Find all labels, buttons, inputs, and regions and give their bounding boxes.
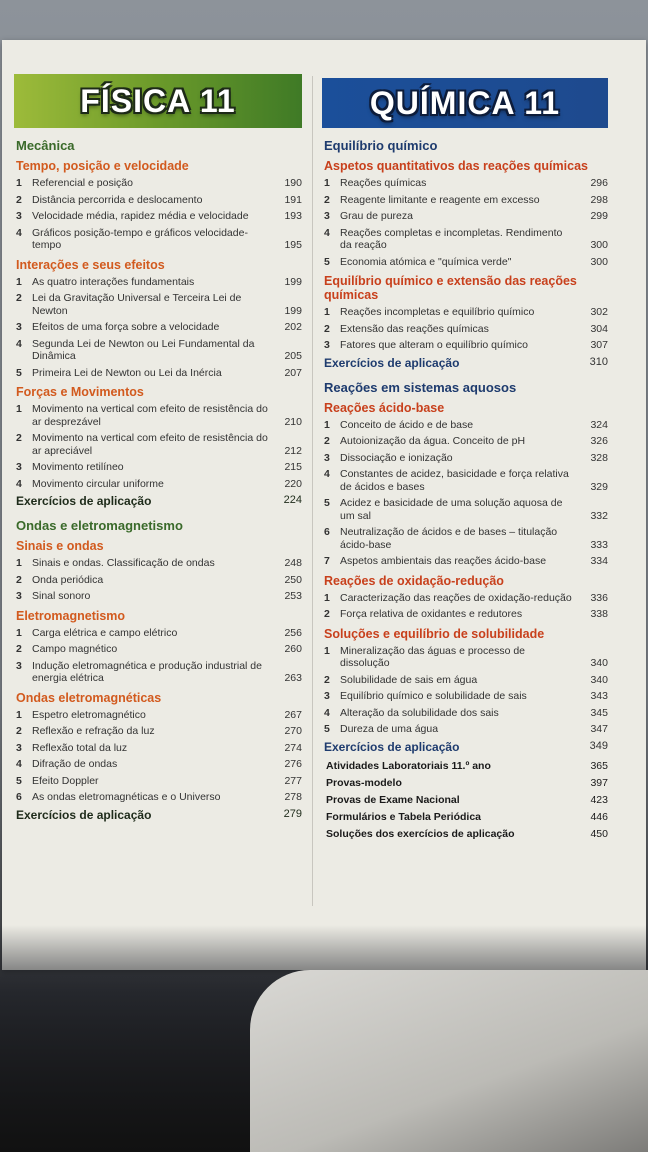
subsection-title: Forças e Movimentos bbox=[16, 385, 144, 399]
entry-number: 3 bbox=[16, 321, 22, 333]
entry-title: Mineralização das águas e processo de dissolução bbox=[340, 644, 526, 669]
toc-entry bbox=[324, 645, 608, 670]
entry-page: 336 bbox=[590, 591, 608, 604]
entry-page: 260 bbox=[284, 643, 302, 655]
toc-entry bbox=[16, 432, 302, 457]
subsection-title: Sinais e ondas bbox=[16, 539, 104, 553]
entry-page: 328 bbox=[590, 451, 608, 464]
toc-entry bbox=[324, 339, 608, 352]
exercises-entry bbox=[16, 808, 302, 822]
entry-title: Reações químicas bbox=[340, 177, 427, 189]
appendix-entry bbox=[326, 828, 608, 840]
entry-number: 1 bbox=[16, 403, 22, 415]
entry-page: 190 bbox=[284, 177, 302, 189]
entry-title: Movimento circular uniforme bbox=[32, 477, 164, 490]
subsection-title: Reações de oxidação-redução bbox=[324, 573, 504, 588]
entry-page: 302 bbox=[590, 306, 608, 318]
entry-number: 3 bbox=[16, 210, 22, 222]
entry-title: Efeitos de uma força sobre a velocidade bbox=[32, 321, 220, 333]
entry-title: Carga elétrica e campo elétrico bbox=[32, 626, 178, 639]
toc-entry bbox=[16, 227, 302, 252]
entry-number: 5 bbox=[324, 723, 330, 735]
entry-number: 3 bbox=[16, 590, 22, 602]
entry-title: Caracterização das reações de oxidação-redução bbox=[340, 591, 572, 604]
entry-page: 256 bbox=[284, 626, 302, 639]
entry-number: 1 bbox=[324, 644, 330, 657]
entry-number: 1 bbox=[16, 626, 22, 639]
entry-title: Neutralização de ácidos e de bases – titulação ácido-base bbox=[340, 526, 558, 551]
entry-page: 340 bbox=[590, 673, 608, 686]
toc-entry bbox=[16, 791, 302, 804]
entry-title: Extensão das reações químicas bbox=[340, 322, 489, 335]
entry-number: 2 bbox=[324, 193, 330, 206]
entry-page: 250 bbox=[284, 573, 302, 586]
entry-number: 1 bbox=[16, 557, 22, 569]
appendix-title: Provas de Exame Nacional bbox=[326, 793, 460, 806]
appendix-page: 446 bbox=[590, 810, 608, 823]
entry-title: Fatores que alteram o equilíbrio químico bbox=[340, 339, 528, 351]
entry-number: 2 bbox=[324, 673, 330, 686]
entry-title: Segunda Lei de Newton ou Lei Fundamental da Dinâmica bbox=[32, 337, 255, 362]
entry-page: 276 bbox=[284, 758, 302, 770]
entry-page: 195 bbox=[284, 239, 302, 251]
entry-number: 4 bbox=[16, 758, 22, 770]
toc-entry bbox=[16, 403, 302, 428]
exercises-page: 224 bbox=[283, 494, 302, 506]
entry-page: 296 bbox=[590, 177, 608, 189]
area-title: Reações em sistemas aquosos bbox=[324, 379, 517, 395]
entry-page: 212 bbox=[284, 444, 302, 457]
exercises-page: 349 bbox=[589, 739, 608, 752]
entry-number: 4 bbox=[16, 337, 22, 350]
entry-page: 300 bbox=[590, 239, 608, 251]
toc-entry bbox=[324, 674, 608, 687]
toc-entry bbox=[16, 643, 302, 656]
entry-number: 1 bbox=[324, 306, 330, 318]
entry-page: 340 bbox=[590, 657, 608, 669]
entry-number: 5 bbox=[16, 774, 22, 787]
entry-title: Referencial e posição bbox=[32, 177, 133, 189]
entry-page: 338 bbox=[590, 608, 608, 620]
entry-number: 3 bbox=[324, 339, 330, 351]
toc-entry bbox=[324, 177, 608, 190]
entry-page: 215 bbox=[284, 461, 302, 473]
toc-entry bbox=[16, 627, 302, 640]
entry-number: 2 bbox=[16, 432, 22, 444]
toc-entry bbox=[324, 555, 608, 568]
toc-entry bbox=[324, 306, 608, 319]
entry-page: 329 bbox=[590, 480, 608, 493]
subsection-title: Reações ácido-base bbox=[324, 400, 445, 415]
entry-page: 253 bbox=[284, 590, 302, 602]
toc-entry bbox=[16, 660, 302, 685]
exercises-title: Exercícios de aplicação bbox=[324, 739, 460, 754]
entry-page: 263 bbox=[284, 672, 302, 684]
entry-number: 4 bbox=[324, 706, 330, 719]
subsection-title: Soluções e equilíbrio de solubilidade bbox=[324, 626, 545, 641]
entry-page: 207 bbox=[284, 366, 302, 379]
entry-number: 1 bbox=[16, 177, 22, 189]
entry-title: Constantes de acidez, basicidade e força relativa de ácidos e bases bbox=[340, 468, 569, 493]
entry-number: 4 bbox=[16, 477, 22, 490]
fisica-column bbox=[14, 74, 302, 828]
subsection-title: Ondas eletromagnéticas bbox=[16, 690, 162, 705]
entry-title: Reagente limitante e reagente em excesso bbox=[340, 193, 540, 206]
exercises-entry bbox=[324, 356, 608, 370]
entry-number: 1 bbox=[324, 177, 330, 189]
entry-number: 3 bbox=[16, 461, 22, 473]
appendix-entry bbox=[326, 794, 608, 806]
toc-entry bbox=[324, 707, 608, 720]
entry-page: 267 bbox=[284, 708, 302, 721]
appendix-page: 397 bbox=[590, 776, 608, 789]
toc-entry bbox=[324, 323, 608, 336]
quimica-banner: QUÍMICA 11 bbox=[322, 78, 608, 128]
entry-title: Grau de pureza bbox=[340, 210, 413, 222]
entry-page: 343 bbox=[590, 690, 608, 702]
toc-entry bbox=[324, 210, 608, 223]
entry-title: Movimento na vertical com efeito de resistência do ar desprezável bbox=[32, 403, 268, 428]
exercises-title: Exercícios de aplicação bbox=[324, 355, 460, 370]
entry-number: 3 bbox=[16, 659, 22, 672]
entry-title: Reações incompletas e equilíbrio químico bbox=[340, 306, 535, 318]
entry-number: 4 bbox=[324, 468, 330, 480]
entry-number: 2 bbox=[324, 608, 330, 620]
entry-number: 1 bbox=[324, 591, 330, 604]
appendix-page: 365 bbox=[590, 759, 608, 772]
toc-entry bbox=[324, 526, 608, 551]
toc-entry bbox=[324, 435, 608, 448]
subsection-title: Eletromagnetismo bbox=[16, 608, 126, 623]
entry-title: Sinal sonoro bbox=[32, 590, 91, 602]
entry-number: 2 bbox=[16, 573, 22, 586]
paper-underneath bbox=[250, 970, 648, 1152]
exercises-entry bbox=[16, 494, 302, 508]
entry-number: 2 bbox=[16, 193, 22, 206]
subsection-title: Tempo, posição e velocidade bbox=[16, 159, 189, 173]
entry-title: Movimento retilíneo bbox=[32, 461, 124, 473]
entry-page: 191 bbox=[284, 193, 302, 206]
exercises-title: Exercícios de aplicação bbox=[16, 494, 152, 508]
entry-title: Equilíbrio químico e solubilidade de sais bbox=[340, 690, 527, 702]
toc-entry bbox=[324, 723, 608, 736]
entry-number: 3 bbox=[324, 690, 330, 702]
entry-title: Campo magnético bbox=[32, 643, 118, 655]
appendix-title: Atividades Laboratoriais 11.º ano bbox=[326, 759, 491, 772]
entry-number: 5 bbox=[324, 255, 330, 268]
entry-page: 202 bbox=[284, 321, 302, 333]
entry-title: Distância percorrida e deslocamento bbox=[32, 193, 203, 206]
entry-number: 5 bbox=[16, 366, 22, 379]
entry-page: 220 bbox=[284, 477, 302, 490]
entry-page: 298 bbox=[590, 193, 608, 206]
entry-title: Efeito Doppler bbox=[32, 774, 99, 787]
entry-number: 4 bbox=[324, 226, 330, 239]
entry-page: 333 bbox=[590, 538, 608, 551]
toc-entry bbox=[16, 210, 302, 223]
toc-entry bbox=[16, 338, 302, 363]
entry-title: Espetro eletromagnético bbox=[32, 708, 146, 721]
entry-title: Primeira Lei de Newton ou Lei da Inércia bbox=[32, 366, 222, 379]
toc-entry bbox=[324, 497, 608, 522]
entry-page: 304 bbox=[590, 322, 608, 335]
entry-number: 1 bbox=[16, 708, 22, 721]
entry-page: 199 bbox=[284, 304, 302, 317]
entry-title: Alteração da solubilidade dos sais bbox=[340, 706, 499, 719]
appendix-entry bbox=[326, 811, 608, 823]
entry-number: 3 bbox=[16, 741, 22, 754]
area-title: Equilíbrio químico bbox=[324, 138, 438, 153]
entry-title: Sinais e ondas. Classificação de ondas bbox=[32, 557, 215, 569]
area-title: Mecânica bbox=[16, 138, 75, 153]
appendix-title: Soluções dos exercícios de aplicação bbox=[326, 827, 515, 840]
toc-entry bbox=[16, 292, 302, 317]
entry-number: 2 bbox=[16, 292, 22, 304]
entry-title: Reflexão e refração da luz bbox=[32, 725, 155, 737]
entry-page: 334 bbox=[590, 555, 608, 567]
toc-entry bbox=[16, 461, 302, 474]
area-title: Ondas e eletromagnetismo bbox=[16, 518, 183, 533]
entry-number: 3 bbox=[324, 210, 330, 222]
entry-number: 5 bbox=[324, 497, 330, 509]
entry-page: 277 bbox=[284, 774, 302, 787]
exercises-entry bbox=[324, 740, 608, 754]
entry-title: Dissociação e ionização bbox=[340, 451, 453, 464]
entry-title: Movimento na vertical com efeito de resistência do ar apreciável bbox=[32, 432, 268, 457]
entry-page: 345 bbox=[590, 706, 608, 719]
entry-page: 307 bbox=[590, 339, 608, 351]
toc-entry bbox=[324, 468, 608, 493]
column-divider bbox=[312, 76, 313, 906]
entry-page: 324 bbox=[590, 418, 608, 431]
entry-title: Lei da Gravitação Universal e Terceira Lei de Newton bbox=[32, 292, 242, 317]
toc-entry bbox=[16, 590, 302, 603]
entry-number: 6 bbox=[324, 526, 330, 538]
entry-number: 6 bbox=[16, 791, 22, 803]
toc-entry bbox=[324, 419, 608, 432]
entry-page: 300 bbox=[590, 255, 608, 268]
toc-entry bbox=[16, 367, 302, 380]
entry-number: 2 bbox=[16, 725, 22, 737]
toc-entry bbox=[324, 608, 608, 621]
entry-title: As quatro interações fundamentais bbox=[32, 275, 195, 288]
toc-entry bbox=[16, 194, 302, 207]
entry-page: 299 bbox=[590, 210, 608, 222]
subsection-title: Aspetos quantitativos das reações químicas bbox=[324, 159, 588, 173]
entry-page: 210 bbox=[284, 415, 302, 428]
entry-title: Autoionização da água. Conceito de pH bbox=[340, 435, 526, 447]
toc-entry bbox=[16, 758, 302, 771]
entry-title: Solubilidade de sais em água bbox=[340, 673, 478, 686]
entry-title: Difração de ondas bbox=[32, 758, 118, 770]
toc-entry bbox=[324, 452, 608, 465]
entry-page: 347 bbox=[590, 723, 608, 735]
toc-entry bbox=[16, 478, 302, 491]
entry-number: 3 bbox=[324, 451, 330, 464]
entry-page: 274 bbox=[284, 741, 302, 754]
toc-entry bbox=[324, 227, 608, 252]
entry-title: Economia atómica e "química verde" bbox=[340, 255, 512, 268]
entry-title: As ondas eletromagnéticas e o Universo bbox=[32, 791, 221, 803]
entry-title: Reações completas e incompletas. Rendimento da reação bbox=[340, 226, 563, 251]
entry-title: Dureza de uma água bbox=[340, 723, 439, 735]
appendix-entry bbox=[326, 777, 608, 789]
toc-entry bbox=[16, 742, 302, 755]
entry-title: Reflexão total da luz bbox=[32, 741, 128, 754]
entry-number: 4 bbox=[16, 226, 22, 239]
entry-title: Onda periódica bbox=[32, 573, 104, 586]
entry-page: 332 bbox=[590, 509, 608, 522]
toc-entry bbox=[16, 557, 302, 570]
entry-title: Indução eletromagnética e produção industrial de energia elétrica bbox=[32, 659, 262, 684]
subsection-title: Equilíbrio químico e extensão das reações químicas bbox=[324, 274, 577, 302]
appendix-title: Formulários e Tabela Periódica bbox=[326, 810, 482, 823]
entry-page: 205 bbox=[284, 350, 302, 362]
exercises-title: Exercícios de aplicação bbox=[16, 807, 152, 822]
entry-page: 278 bbox=[284, 791, 302, 803]
toc-entry bbox=[324, 256, 608, 269]
toc-entry bbox=[16, 321, 302, 334]
entry-title: Força relativa de oxidantes e redutores bbox=[340, 608, 523, 620]
entry-number: 2 bbox=[16, 643, 22, 655]
entry-page: 270 bbox=[284, 725, 302, 737]
appendix-title: Provas-modelo bbox=[326, 776, 402, 789]
toc-entry bbox=[16, 775, 302, 788]
entry-page: 248 bbox=[284, 557, 302, 569]
entry-page: 193 bbox=[284, 210, 302, 222]
entry-title: Acidez e basicidade de uma solução aquosa de um sal bbox=[340, 497, 563, 522]
entry-title: Gráficos posição-tempo e gráficos velocidade-tempo bbox=[32, 226, 248, 251]
toc-entry bbox=[16, 709, 302, 722]
entry-number: 1 bbox=[16, 275, 22, 288]
entry-title: Velocidade média, rapidez média e velocidade bbox=[32, 210, 249, 222]
entry-number: 7 bbox=[324, 555, 330, 567]
subsection-title: Interações e seus efeitos bbox=[16, 257, 165, 272]
entry-number: 2 bbox=[324, 435, 330, 447]
toc-entry bbox=[324, 690, 608, 703]
appendix-page: 423 bbox=[590, 793, 608, 806]
exercises-page: 310 bbox=[589, 355, 608, 368]
entry-number: 1 bbox=[324, 418, 330, 431]
appendix-page: 450 bbox=[590, 827, 608, 840]
entry-page: 199 bbox=[284, 275, 302, 288]
toc-entry bbox=[16, 725, 302, 738]
toc-entry bbox=[16, 574, 302, 587]
toc-entry bbox=[324, 194, 608, 207]
fisica-banner: FÍSICA 11 bbox=[14, 74, 302, 128]
toc-entry bbox=[16, 177, 302, 190]
toc-entry bbox=[324, 592, 608, 605]
entry-title: Conceito de ácido e de base bbox=[340, 418, 474, 431]
appendix-entry bbox=[326, 760, 608, 772]
toc-entry bbox=[16, 276, 302, 289]
entry-number: 2 bbox=[324, 322, 330, 335]
entry-title: Aspetos ambientais das reações ácido-base bbox=[340, 555, 547, 567]
quimica-column bbox=[322, 74, 608, 845]
entry-page: 326 bbox=[590, 435, 608, 447]
exercises-page: 279 bbox=[283, 807, 302, 820]
